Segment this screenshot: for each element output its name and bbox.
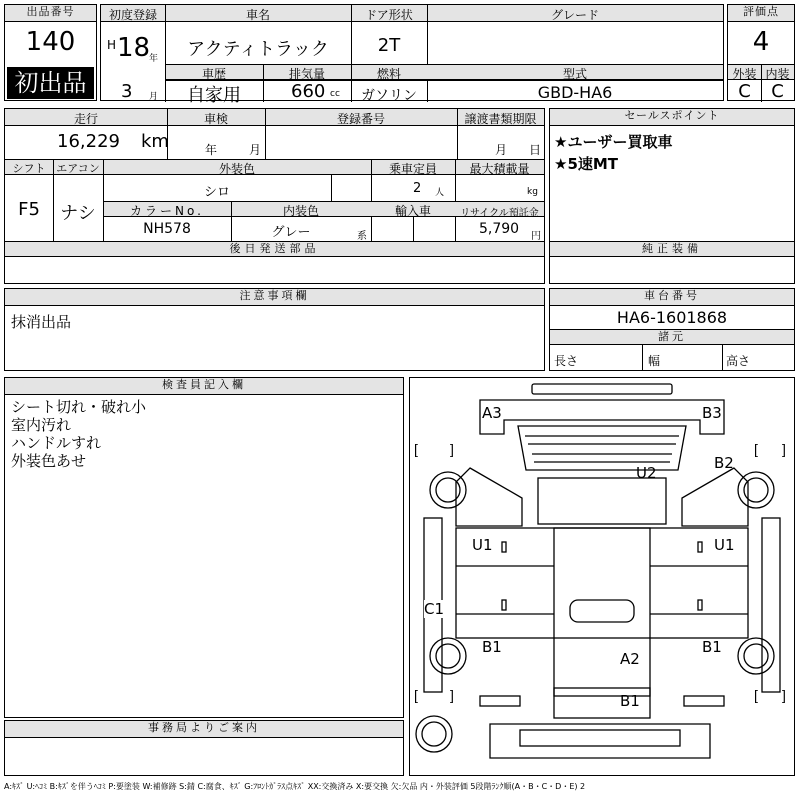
- interior-grade: C: [771, 81, 784, 102]
- dmg-b1-left: B1: [482, 638, 502, 656]
- first-reg-year: 18: [117, 33, 151, 63]
- inspection-year-unit: 年: [205, 143, 218, 157]
- score: 4: [752, 27, 770, 57]
- office-box: [4, 720, 404, 776]
- era-letter: H: [107, 38, 117, 52]
- svg-text:]: ]: [450, 687, 454, 703]
- dmg-a2: A2: [620, 650, 640, 668]
- legend-text: A:ｷｽﾞ U:ﾍｺﾐ B:ｷｽﾞを伴うﾍｺﾐ P:要塗装 W:補修跡 S:錆 C:腐食、ｷｽﾞ G:ﾌﾛﾝﾄｶﾞﾗｽ点ｷｽﾞ XX:交換済み X:要交換 欠:欠品 内・外装評価 5段階ﾗﾝｸ順(A・B・C・D・E) 2: [4, 782, 586, 791]
- int-color: グレー: [271, 225, 311, 240]
- int-color-header: 内装色: [282, 204, 319, 218]
- lot-number-header: 出品番号: [5, 5, 96, 22]
- yen-unit: 円: [531, 231, 541, 242]
- door-type: 2T: [377, 35, 401, 56]
- transfer-month-unit: 月: [495, 143, 508, 157]
- month-unit: 月: [149, 92, 159, 102]
- later-parts-header: 後日発送部品: [5, 242, 544, 257]
- aircon: ナシ: [60, 203, 96, 224]
- inspector-note-3: ハンドルすれ: [11, 434, 102, 452]
- transfer-doc-header: 譲渡書類期限: [464, 112, 537, 126]
- exterior-header: 外装: [732, 67, 757, 81]
- recycle-header: リサイクル預託金: [460, 208, 539, 219]
- km-unit: km: [141, 131, 169, 152]
- first-time-badge: 初出品: [7, 67, 94, 99]
- grade-header: グレード: [550, 8, 599, 22]
- first-reg-month: 3: [121, 81, 133, 102]
- damage-diagram: [409, 377, 795, 776]
- inspector-note-4: 外装色あせ: [11, 452, 87, 470]
- main-info-box: [100, 4, 724, 106]
- inspection-header: 車検: [203, 112, 228, 126]
- mileage-header: 走行: [73, 112, 98, 126]
- year-unit: 年: [149, 54, 159, 64]
- svg-text:[: [: [414, 441, 418, 457]
- length-label: 長さ: [554, 354, 579, 368]
- notes-text: 抹消出品: [11, 313, 72, 331]
- svg-text:[: [: [414, 687, 418, 703]
- score-header: 評価点: [728, 5, 794, 22]
- car-name-header: 車名: [245, 8, 270, 22]
- lot-number: 140: [25, 27, 76, 57]
- notes-box: [4, 288, 545, 371]
- details-box: [4, 108, 545, 284]
- height-label: 高さ: [726, 354, 751, 368]
- dmg-b1-right: B1: [702, 638, 722, 656]
- dimensions-header: 諸元: [550, 330, 794, 345]
- door-type-header: ドア形状: [365, 8, 413, 22]
- svg-text:]: ]: [450, 441, 454, 457]
- score-box: [727, 4, 795, 101]
- inspector-note-2: 室内汚れ: [11, 416, 72, 434]
- svg-text:]: ]: [782, 687, 786, 703]
- dmg-b3: B3: [702, 404, 722, 422]
- inspection-month-unit: 月: [249, 143, 262, 157]
- lot-number-box: [4, 4, 97, 101]
- truck-outline-diagram: [410, 378, 794, 775]
- shift-header: シフト: [12, 162, 46, 175]
- capacity: 2: [413, 181, 422, 196]
- first-reg-header: 初度登録: [108, 8, 157, 22]
- reg-no-header: 登録番号: [336, 112, 385, 126]
- exterior-grade: C: [738, 81, 751, 102]
- dmg-u1-right: U1: [714, 536, 735, 554]
- cc-unit: cc: [330, 89, 340, 99]
- fuel: ガソリン: [361, 88, 417, 104]
- inspector-note-1: シート切れ・破れ小: [11, 398, 147, 416]
- office-header: 事務局よりご案内: [5, 721, 403, 738]
- svg-text:[: [: [754, 441, 758, 457]
- import-header: 輸入車: [394, 204, 431, 218]
- genuine-equipment-header: 純正装備: [550, 242, 794, 257]
- chassis-header: 車台番号: [550, 289, 794, 306]
- max-load-header: 最大積載量: [469, 162, 530, 176]
- load-unit: kg: [527, 187, 538, 197]
- dmg-u2: U2: [636, 464, 657, 482]
- mileage: 16,229: [57, 131, 120, 152]
- shift: F5: [18, 199, 40, 220]
- history: 自家用: [187, 85, 241, 106]
- dmg-u1-left: U1: [472, 536, 493, 554]
- displacement: 660: [291, 81, 326, 102]
- svg-text:[: [: [754, 687, 758, 703]
- dmg-b1-bottom: B1: [620, 692, 640, 710]
- color-no: NH578: [143, 221, 191, 237]
- dmg-c1: C1: [424, 600, 445, 618]
- capacity-header: 乗車定員: [388, 162, 437, 176]
- notes-header: 注意事項欄: [5, 289, 544, 306]
- capacity-unit: 人: [435, 188, 445, 198]
- sales-point-1: ★ユーザー買取車: [554, 133, 673, 151]
- inspector-header: 検査員記入欄: [5, 378, 403, 395]
- displacement-header: 排気量: [288, 67, 325, 81]
- car-name: アクティトラック: [187, 39, 329, 60]
- fuel-header: 燃料: [376, 67, 401, 81]
- ext-color: シロ: [203, 185, 230, 200]
- dmg-b2: B2: [714, 454, 734, 472]
- model-code: GBD-HA6: [537, 83, 613, 102]
- int-color-suffix: 系: [357, 231, 367, 242]
- inspector-box: [4, 377, 404, 718]
- chassis-box: [549, 288, 795, 371]
- color-no-header: カラーNo.: [130, 204, 204, 218]
- aircon-header: エアコン: [56, 162, 100, 175]
- sales-point-2: ★5速MT: [554, 155, 619, 173]
- recycle: 5,790: [479, 221, 520, 237]
- svg-text:]: ]: [782, 441, 786, 457]
- width-label: 幅: [648, 354, 661, 368]
- sales-points-box: [549, 108, 795, 284]
- chassis-number: HA6-1601868: [616, 308, 728, 327]
- history-header: 車歴: [201, 67, 226, 81]
- model-code-header: 型式: [562, 67, 587, 81]
- ext-color-header: 外装色: [218, 162, 255, 176]
- interior-header: 内装: [765, 67, 790, 81]
- transfer-day-unit: 日: [529, 143, 542, 157]
- dmg-a3: A3: [482, 404, 502, 422]
- sales-points-header: セールスポイント: [550, 109, 794, 126]
